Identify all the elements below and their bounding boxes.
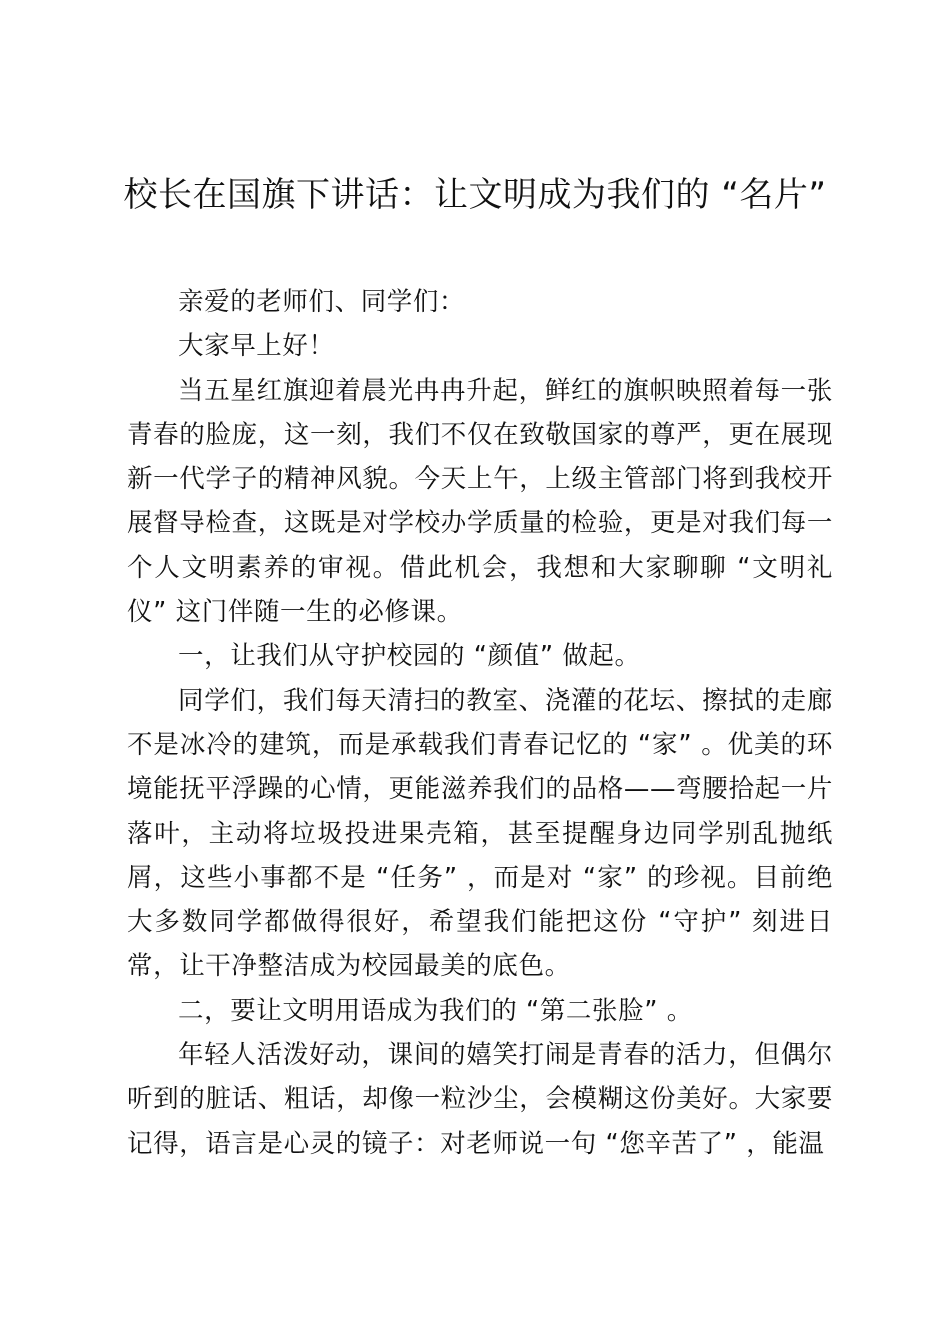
- document-title: 校长在国旗下讲话：让文明成为我们的 “名片”: [123, 175, 827, 215]
- section-heading-2: 二，要让文明用语成为我们的 “第二张脸” 。: [178, 995, 693, 1026]
- paragraph-section-2: 年轻人活泼好动，课间的嬉笑打闹是青春的活力，但偶尔听到的脏话、粗话，却像一粒沙尘，会模糊这份美好。大家要记得，语言是心灵的镜子：对老师说一句 “您辛苦了” ，能温: [127, 1040, 833, 1159]
- salutation: 亲爱的老师们、同学们：: [178, 287, 466, 317]
- paragraph-section-1: 同学们，我们每天清扫的教室、浇灌的花坛、擦拭的走廊不是冰冷的建筑，而是承载我们青春记忆的 “家” 。优美的环境能抚平浮躁的心情，更能滋养我们的品格——弯腰拾起一片落叶，主动将垃圾投进果壳箱，甚至提醒身边同学别乱抛纸屑，这些小事都不是 “任务” ，而是对 “家” 的珍视。目前绝大多数同学都做得很好，希望我们能把这份 “守护” 刻进日常，让干净整洁成为校园最美的底色。: [127, 685, 833, 982]
- greeting: 大家早上好！: [178, 331, 335, 362]
- document-body: [127, 280, 833, 1166]
- section-heading-1: 一，让我们从守护校园的 “颜值” 做起。: [178, 641, 641, 672]
- paragraph-intro: 当五星红旗迎着晨光冉冉升起，鲜红的旗帜映照着每一张青春的脸庞，这一刻，我们不仅在致敬国家的尊严，更在展现新一代学子的精神风貌。今天上午，上级主管部门将到我校开展督导检查，这既是对学校办学质量的检验，更是对我们每一个人文明素养的审视。借此机会，我想和大家聊聊 “文明礼仪” 这门伴随一生的必修课。: [127, 375, 833, 628]
